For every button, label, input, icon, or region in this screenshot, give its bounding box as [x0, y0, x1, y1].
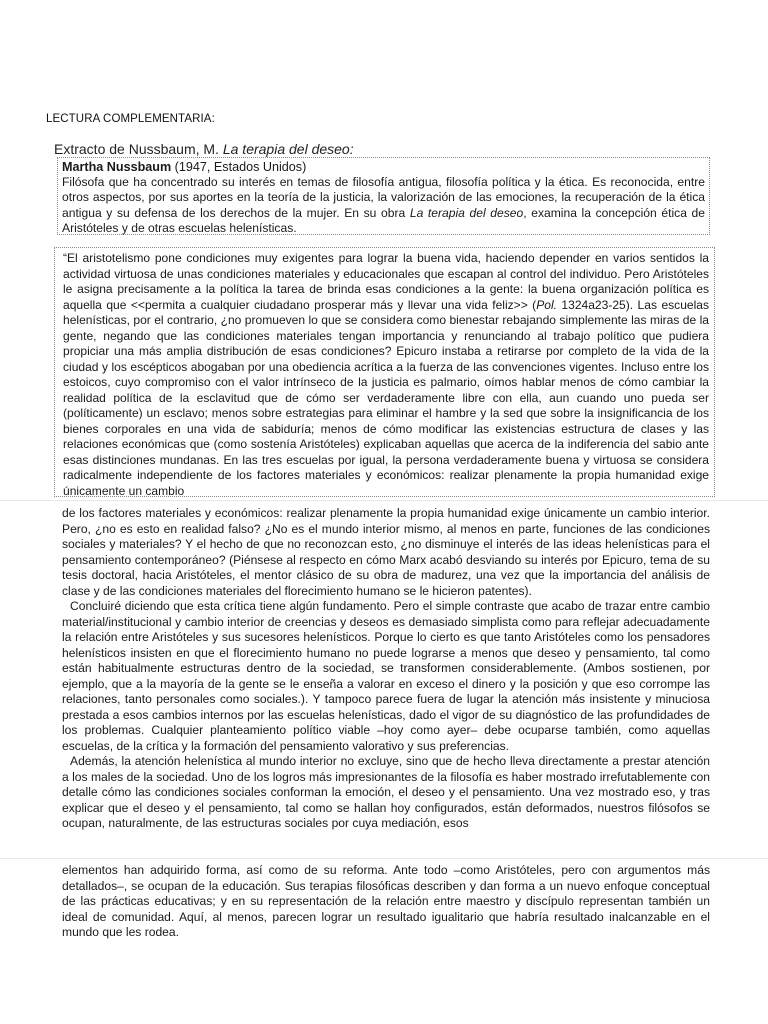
extract-prefix: Extracto de Nussbaum, M. — [54, 141, 223, 157]
continuation-paragraph-3: Además, la atención helenística al mundo interior no excluye, sino que de hecho lleva directamente a prestar atención a los males de la sociedad. Uno de los logros más impresionantes de la filosofía es haber mostrado irrefutablemente con detalle cómo las condiciones sociales conforman la emoción, el deseo y el pensamiento. Una vez mostrado eso, y tras explicar que el deseo y el pensamiento, tal como se hallan hoy configurados, están deformados, nuestros filósofos se ocupan, naturalmente, de las estructuras sociales por cuya mediación, esos — [62, 754, 710, 830]
page-separator — [0, 500, 768, 501]
continuation-block — [62, 506, 710, 832]
bio-text-b: , examina la concepción ética de Aristóteles y de otras escuelas helenísticas. — [62, 205, 706, 236]
extract-book-title: La terapia del deseo: — [222, 141, 354, 157]
final-block — [62, 863, 710, 941]
bio-text-a: Filósofa que ha concentrado su interés en temas de filosofía antigua, filosofía política y la ética. Es reconocida, entre otros aspectos, por sus aportes en la teoría de la justicia, la valorización de las emociones, la recuperación de la ética antigua y su defensa de los derechos de la mujer. En su obra — [62, 175, 705, 220]
quote-box — [54, 247, 715, 497]
continuation-paragraph-1: de los factores materiales y económicos: realizar plenamente la propia humanidad exige únicamente un cambio interior. Pero, ¿no es esto en realidad falso? ¿No es el mundo interior mismo, al menos en parte, funciones de las condiciones sociales y materiales? Y el hecho de que no reconozcan esto, ¿no disminuye el interés de las ideas helenísticas para el pensamiento contemporáneo? (Piénsese al respecto en cómo Marx acabó desviando su interés por Epicuro, tema de su tesis doctoral, hacia Aristóteles, el mentor clásico de su obra de madurez, una vez que la importancia del análisis de clase y de las condiciones materiales del florecimiento humano se le hicieron patentes). — [62, 506, 710, 598]
author-name: Martha Nussbaum — [62, 160, 172, 174]
extract-title — [54, 141, 354, 157]
continuation-paragraph-2: Concluiré diciendo que esta crítica tiene algún fundamento. Pero el simple contraste que acabo de trazar entre cambio material/institucional y cambio interior de creencias y deseos es demasiado simplista como para reflejar adecuadamente la relación entre Aristóteles y sus sucesores helenísticos. Porque lo cierto es que tanto Aristóteles como los pensadores helenísticos insisten en que el florecimiento humano no puede lograrse a menos que deseo y pensamiento, tal como están habitualmente estructuras dentro de la sociedad, se transformen considerablemente. (Ambos sostienen, por ejemplo, que a la mayoría de la gente se le enseña a valorar en exceso el dinero y la posición y que eso corrompe las relaciones, tanto personales como sociales.). Y tampoco parece fuera de lugar la atención más insistente y minuciosa prestada a esos cambios internos por las escuelas helenísticas, dado el vigor de su diagnóstico de las profundidades de los problemas. Cualquier planteamiento político viable –hoy como ayer– debe ocuparse también, como aquellas escuelas, de la crítica y la formación del pensamiento valorativo y sus preferencias. — [62, 599, 710, 753]
author-dates: (1947, Estados Unidos) — [171, 160, 307, 174]
quote-text-b: 1324a23-25). Las escuelas helenísticas, por el contrario, ¿no promueven lo que se considera como bienestar rebajando simplemente las miras de la gente, negando que las condiciones materiales tengan importancia y renunciando al trabajo político que pudiera propiciar una más amplia distribución de esas condiciones? Epicuro instaba a retirarse por completo de la vida de la ciudad y los escépticos abogaban por una obediencia acrítica a la fuerza de las convenciones vigentes. Incluso entre los estoicos, cuyo compromiso con el valor intrínseco de la justicia es palmario, oímos hablar menos de cómo cambiar la realidad política de la esclavitud que de cómo ser verdaderamente libre con ella, aun cuando uno pueda ser (políticamente) un esclavo; menos sobre estrategias para eliminar el hambre y la sed que sobre la insignificancia de los bienes corporales en una vida de sabiduría; menos de cómo modificar las existencias estructura de clases y las relaciones económicas que (como sostenía Aristóteles) explicaban aquellas que acerca de la indiferencia del sabio ante esas distinciones mundanas. En las tres escuelas por igual, la persona verdaderamente buena y virtuosa se considera radicalmente independiente de los factores materiales y económicos: realizar plenamente la propia humanidad exige únicamente un cambio — [63, 297, 709, 498]
quote-text-a: “El aristotelismo pone condiciones muy exigentes para lograr la buena vida, haciendo depender en varios sentidos la actividad virtuosa de unas condiciones materiales y educacionales que escapan al control del individuo. Pero Aristóteles le asigna precisamente a la política la tarea de brinda esas condiciones a la gente: la buena organización política es aquella que <<permita a cualquier ciudadano prosperar más y llevar una vida feliz>> ( — [63, 251, 709, 312]
section-heading: LECTURA COMPLEMENTARIA: — [46, 113, 215, 125]
quote-paragraph — [63, 251, 709, 499]
page-separator — [0, 858, 768, 859]
bio-book-title: La terapia del deseo — [409, 205, 524, 220]
bio-paragraph — [62, 175, 705, 237]
bio-header — [62, 159, 705, 175]
final-paragraph: elementos han adquirido forma, así como de su reforma. Ante todo –como Aristóteles, pero con argumentos más detallados–, se ocupan de la educación. Sus terapias filosóficas describen y dan forma a un nuevo enfoque conceptual de las prácticas educativas; y en su representación de la relación entre maestro y discípulo representan también un ideal de comunidad. Aquí, al menos, parecen lograr un resultado igualitario que habría resultado inalcanzable en el mundo que les rodea. — [62, 863, 710, 939]
quote-reference: Pol. — [536, 297, 557, 312]
author-bio-box — [57, 157, 710, 235]
